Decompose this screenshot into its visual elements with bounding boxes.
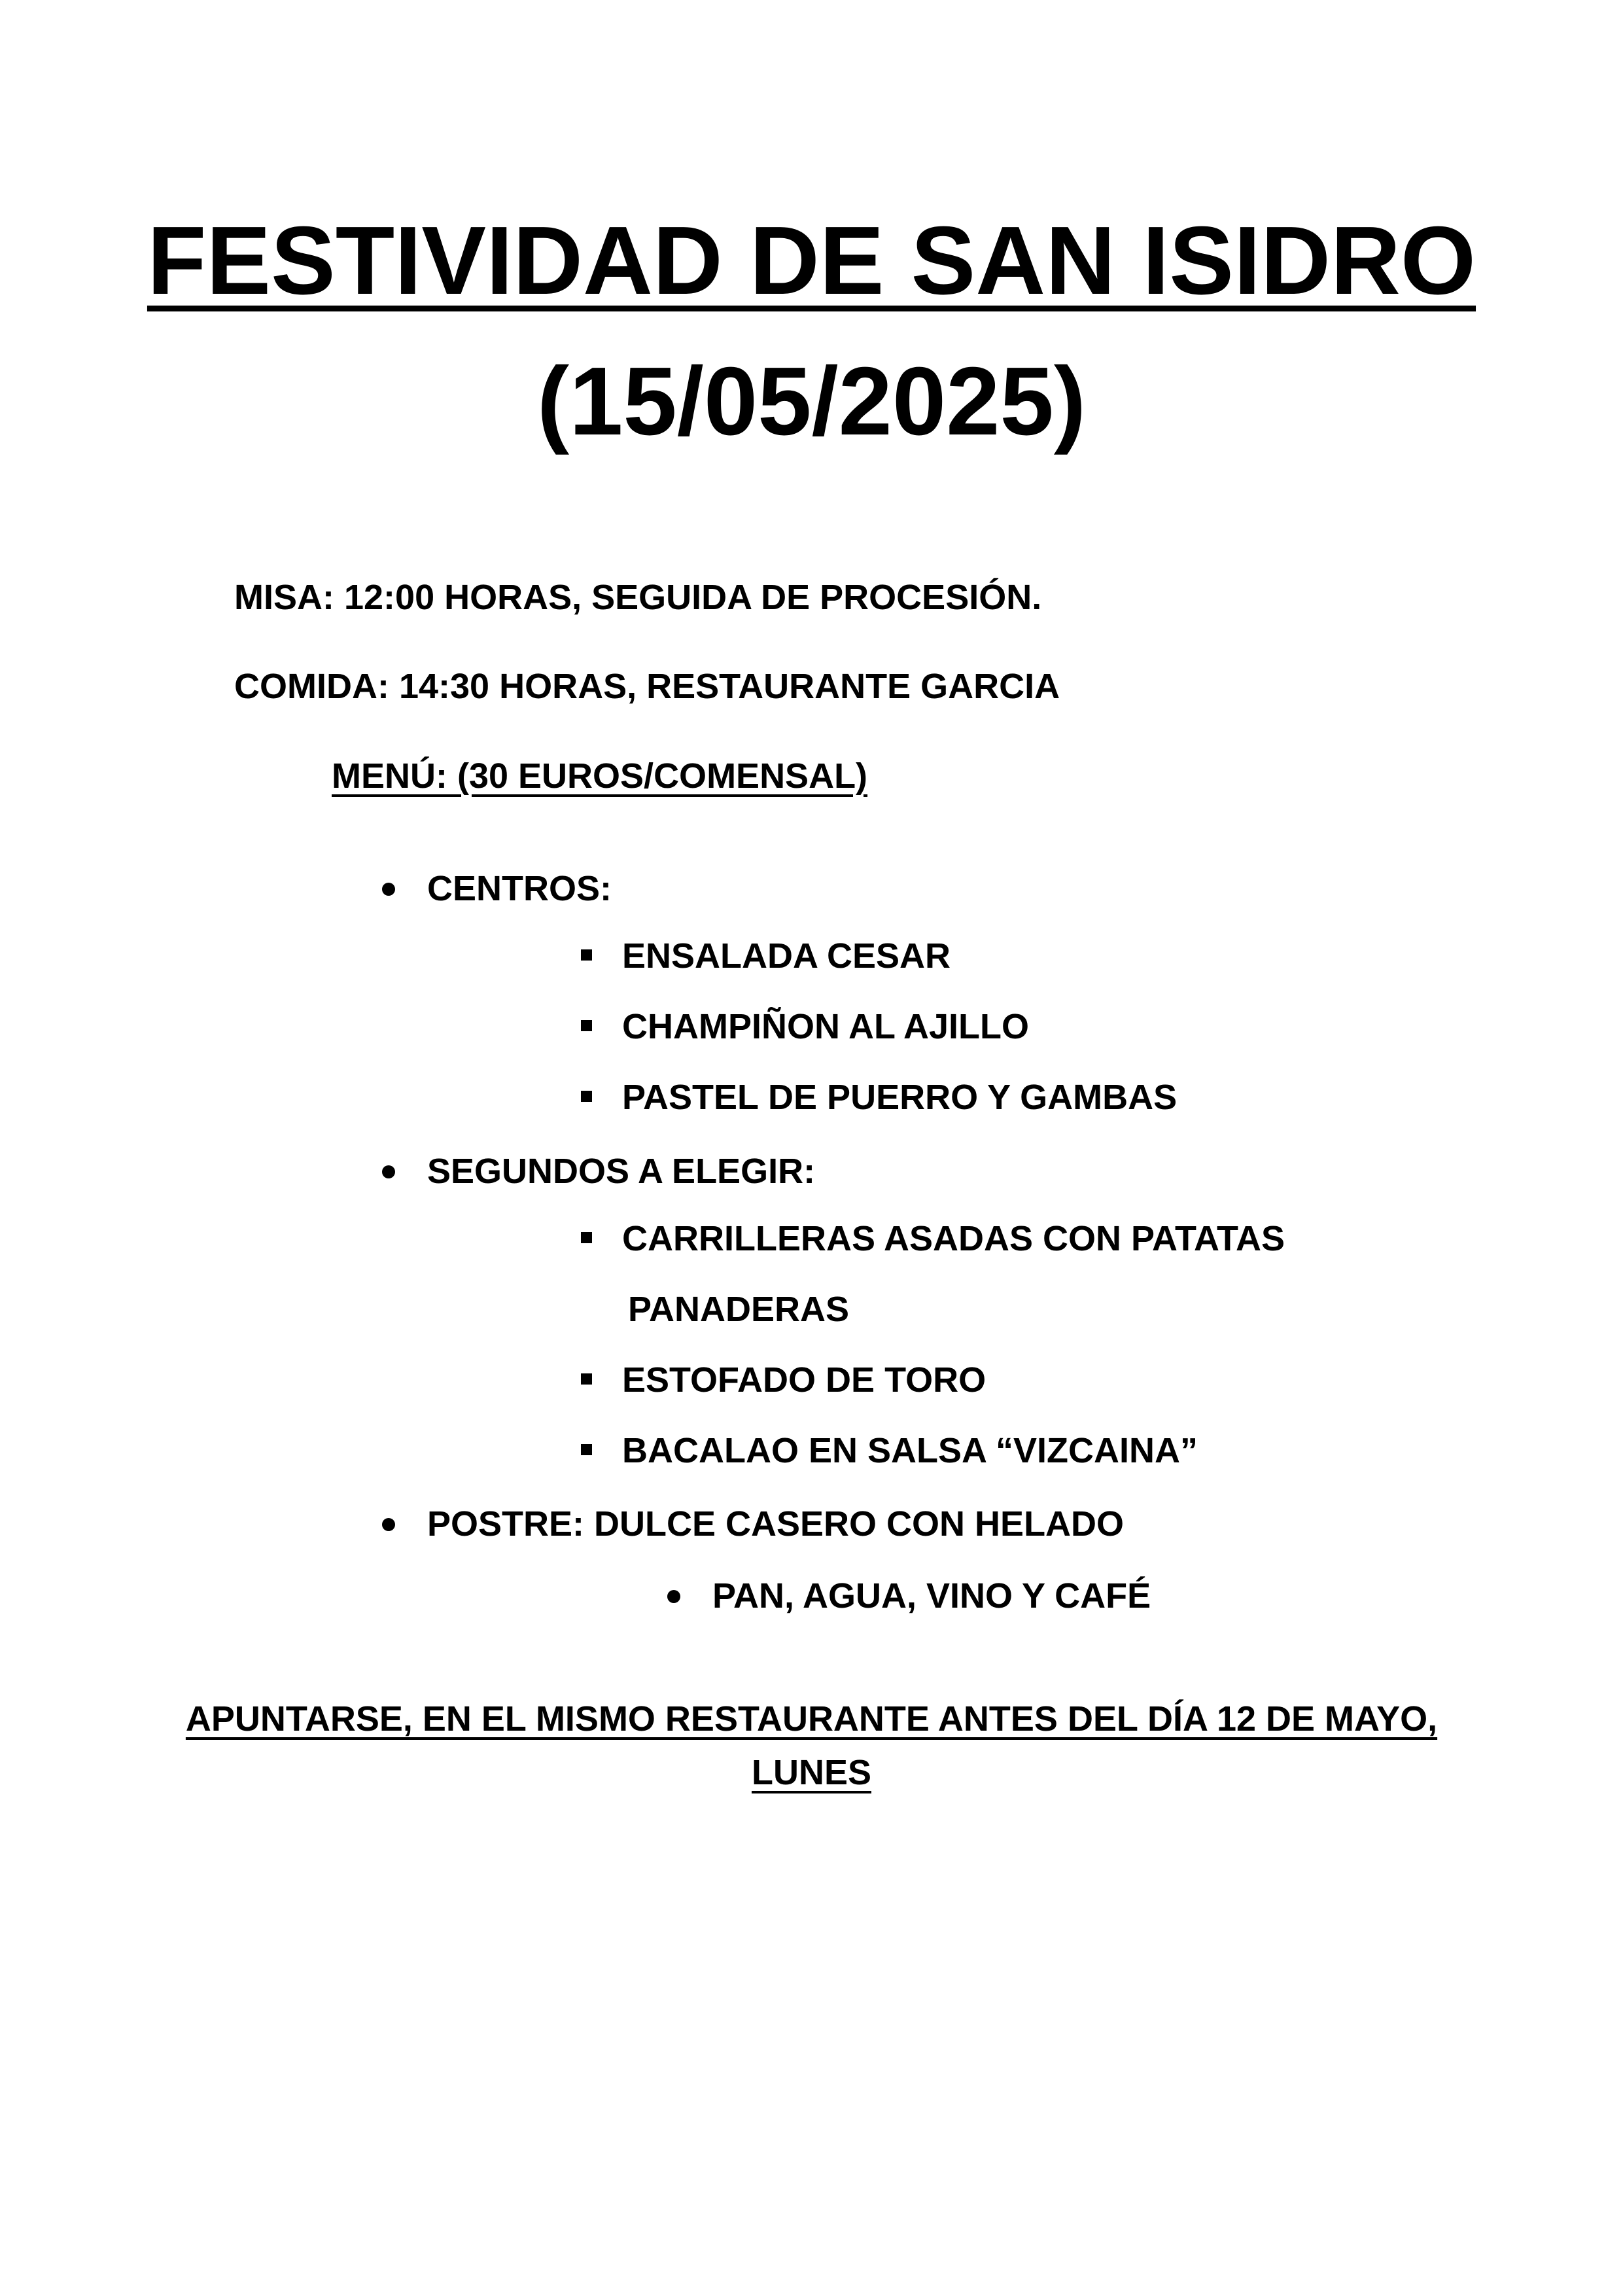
centros-item: CHAMPIÑON AL AJILLO xyxy=(622,1007,1030,1046)
bullet-square-icon xyxy=(581,1020,592,1031)
signup-note xyxy=(0,1701,1623,1737)
segundos-item: BACALAO EN SALSA “VIZCAINA” xyxy=(622,1431,1198,1470)
signup-line-2: LUNES xyxy=(751,1753,871,1792)
bullet-square-icon xyxy=(581,949,592,961)
bullet-square-icon xyxy=(581,1232,592,1243)
centros-item: ENSALADA CESAR xyxy=(622,936,951,976)
segundos-item: CARRILLERAS ASADAS CON PATATAS xyxy=(622,1219,1285,1258)
centros-label: CENTROS: xyxy=(427,869,612,908)
bullet-square-icon xyxy=(581,1091,592,1102)
event-date: (15/05/2025) xyxy=(536,347,1087,455)
centros-item: PASTEL DE PUERRO Y GAMBAS xyxy=(622,1078,1178,1117)
bullet-dot-icon xyxy=(667,1590,680,1603)
extras-line: PAN, AGUA, VINO Y CAFÉ xyxy=(712,1576,1151,1616)
segundos-item-continuation: PANADERAS xyxy=(628,1290,850,1329)
signup-note-day xyxy=(0,1755,1623,1790)
postre-line: POSTRE: DULCE CASERO CON HELADO xyxy=(427,1504,1125,1544)
signup-line-1: APUNTARSE, EN EL MISMO RESTAURANTE ANTES DEL DÍA 12 DE MAYO, xyxy=(185,1699,1438,1739)
bullet-dot-icon xyxy=(382,1165,395,1178)
comida-line: COMIDA: 14:30 HORAS, RESTAURANTE GARCIA xyxy=(234,667,1060,706)
title-line-1: FESTIVIDAD DE SAN ISIDRO xyxy=(147,207,1476,315)
bullet-square-icon xyxy=(581,1444,592,1455)
segundos-item: ESTOFADO DE TORO xyxy=(622,1360,986,1400)
page-title xyxy=(0,207,1623,315)
misa-line: MISA: 12:00 HORAS, SEGUIDA DE PROCESIÓN. xyxy=(234,578,1042,617)
menu-heading: MENÚ: (30 EUROS/COMENSAL) xyxy=(332,756,868,796)
segundos-label: SEGUNDOS A ELEGIR: xyxy=(427,1152,816,1191)
bullet-dot-icon xyxy=(382,883,395,896)
bullet-dot-icon xyxy=(382,1518,395,1531)
bullet-square-icon xyxy=(581,1373,592,1385)
